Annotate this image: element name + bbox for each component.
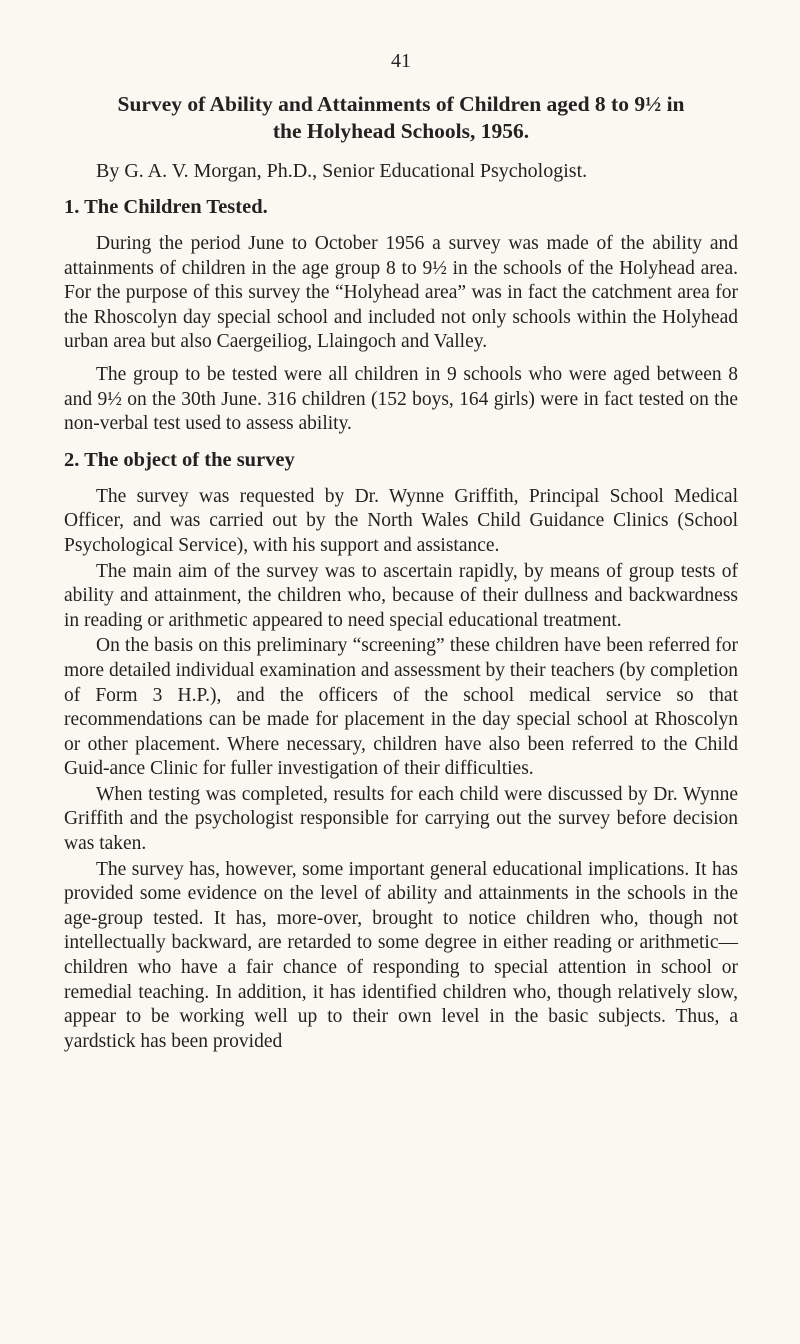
title-line-2: the Holyhead Schools, 1956.	[272, 119, 530, 143]
paragraph: The main aim of the survey was to ascertain rapidly, by means of group tests of ability and attainment, the children who, because of their dullness and backwardness in reading or arithmetic appeared to need special educational treatment.	[64, 560, 738, 631]
document-title	[64, 91, 738, 145]
section-children-tested	[64, 194, 738, 437]
paragraph: During the period June to October 1956 a survey was made of the ability and attainments of children in the age group 8 to 9½ in the schools of the Holyhead area. For the purpose of this survey the “Holyhead area” was in fact the catchment area for the Rhoscolyn day special school and included not only schools within the Holyhead urban area but also Caergeiliog, Llaingoch and Valley.	[64, 233, 738, 353]
title-line-1: Survey of Ability and Attainments of Children aged 8 to 9½ in	[117, 92, 685, 116]
paragraph: When testing was completed, results for each child were discussed by Dr. Wynne Griffith and the psychologist responsible for carrying out the survey before decision was taken.	[64, 783, 738, 855]
paragraph: The group to be tested were all children in 9 schools who were aged between 8 and 9½ on the 30th June. 316 children (152 boys, 164 girls) were in fact tested on the non-verbal test used to assess ability.	[64, 363, 738, 435]
paragraph: On the basis on this preliminary “screening” these children have been referred for more detailed individual examination and assessment by their teachers (by completion of Form 3 H.P.), and the officers of the school medical service so that recommendations can be made for placement in the day special school at Rhoscolyn or other placement. Where necessary, children have also been referred to the Child Guid-ance Clinic for fuller investigation of their difficulties.	[64, 635, 738, 780]
section-heading: 2. The object of the survey	[64, 448, 295, 471]
page-number: 41	[391, 50, 411, 72]
paragraph: The survey was requested by Dr. Wynne Griffith, Principal School Medical Officer, and was carried out by the North Wales Child Guidance Clinics (School Psychological Service), with his support and assistance.	[64, 485, 738, 556]
author-byline: By G. A. V. Morgan, Ph.D., Senior Educational Psychologist.	[96, 160, 588, 182]
paragraph: The survey has, however, some important general educational implications. It has provided some evidence on the level of ability and attainments in the schools in the age-group tested. It has, more-over, brought to notice children who, though not intellectually backward, are retarded to some degree in either reading or arithmetic— children who have a fair chance of responding to special attention in school or remedial teaching. In addition, it has identified children who, though relatively slow, appear to be working well up to their own level in the basic subjects. Thus, a yardstick has been provided	[64, 858, 738, 1052]
section-object-of-survey	[64, 447, 738, 1055]
section-heading: 1. The Children Tested.	[64, 196, 268, 218]
